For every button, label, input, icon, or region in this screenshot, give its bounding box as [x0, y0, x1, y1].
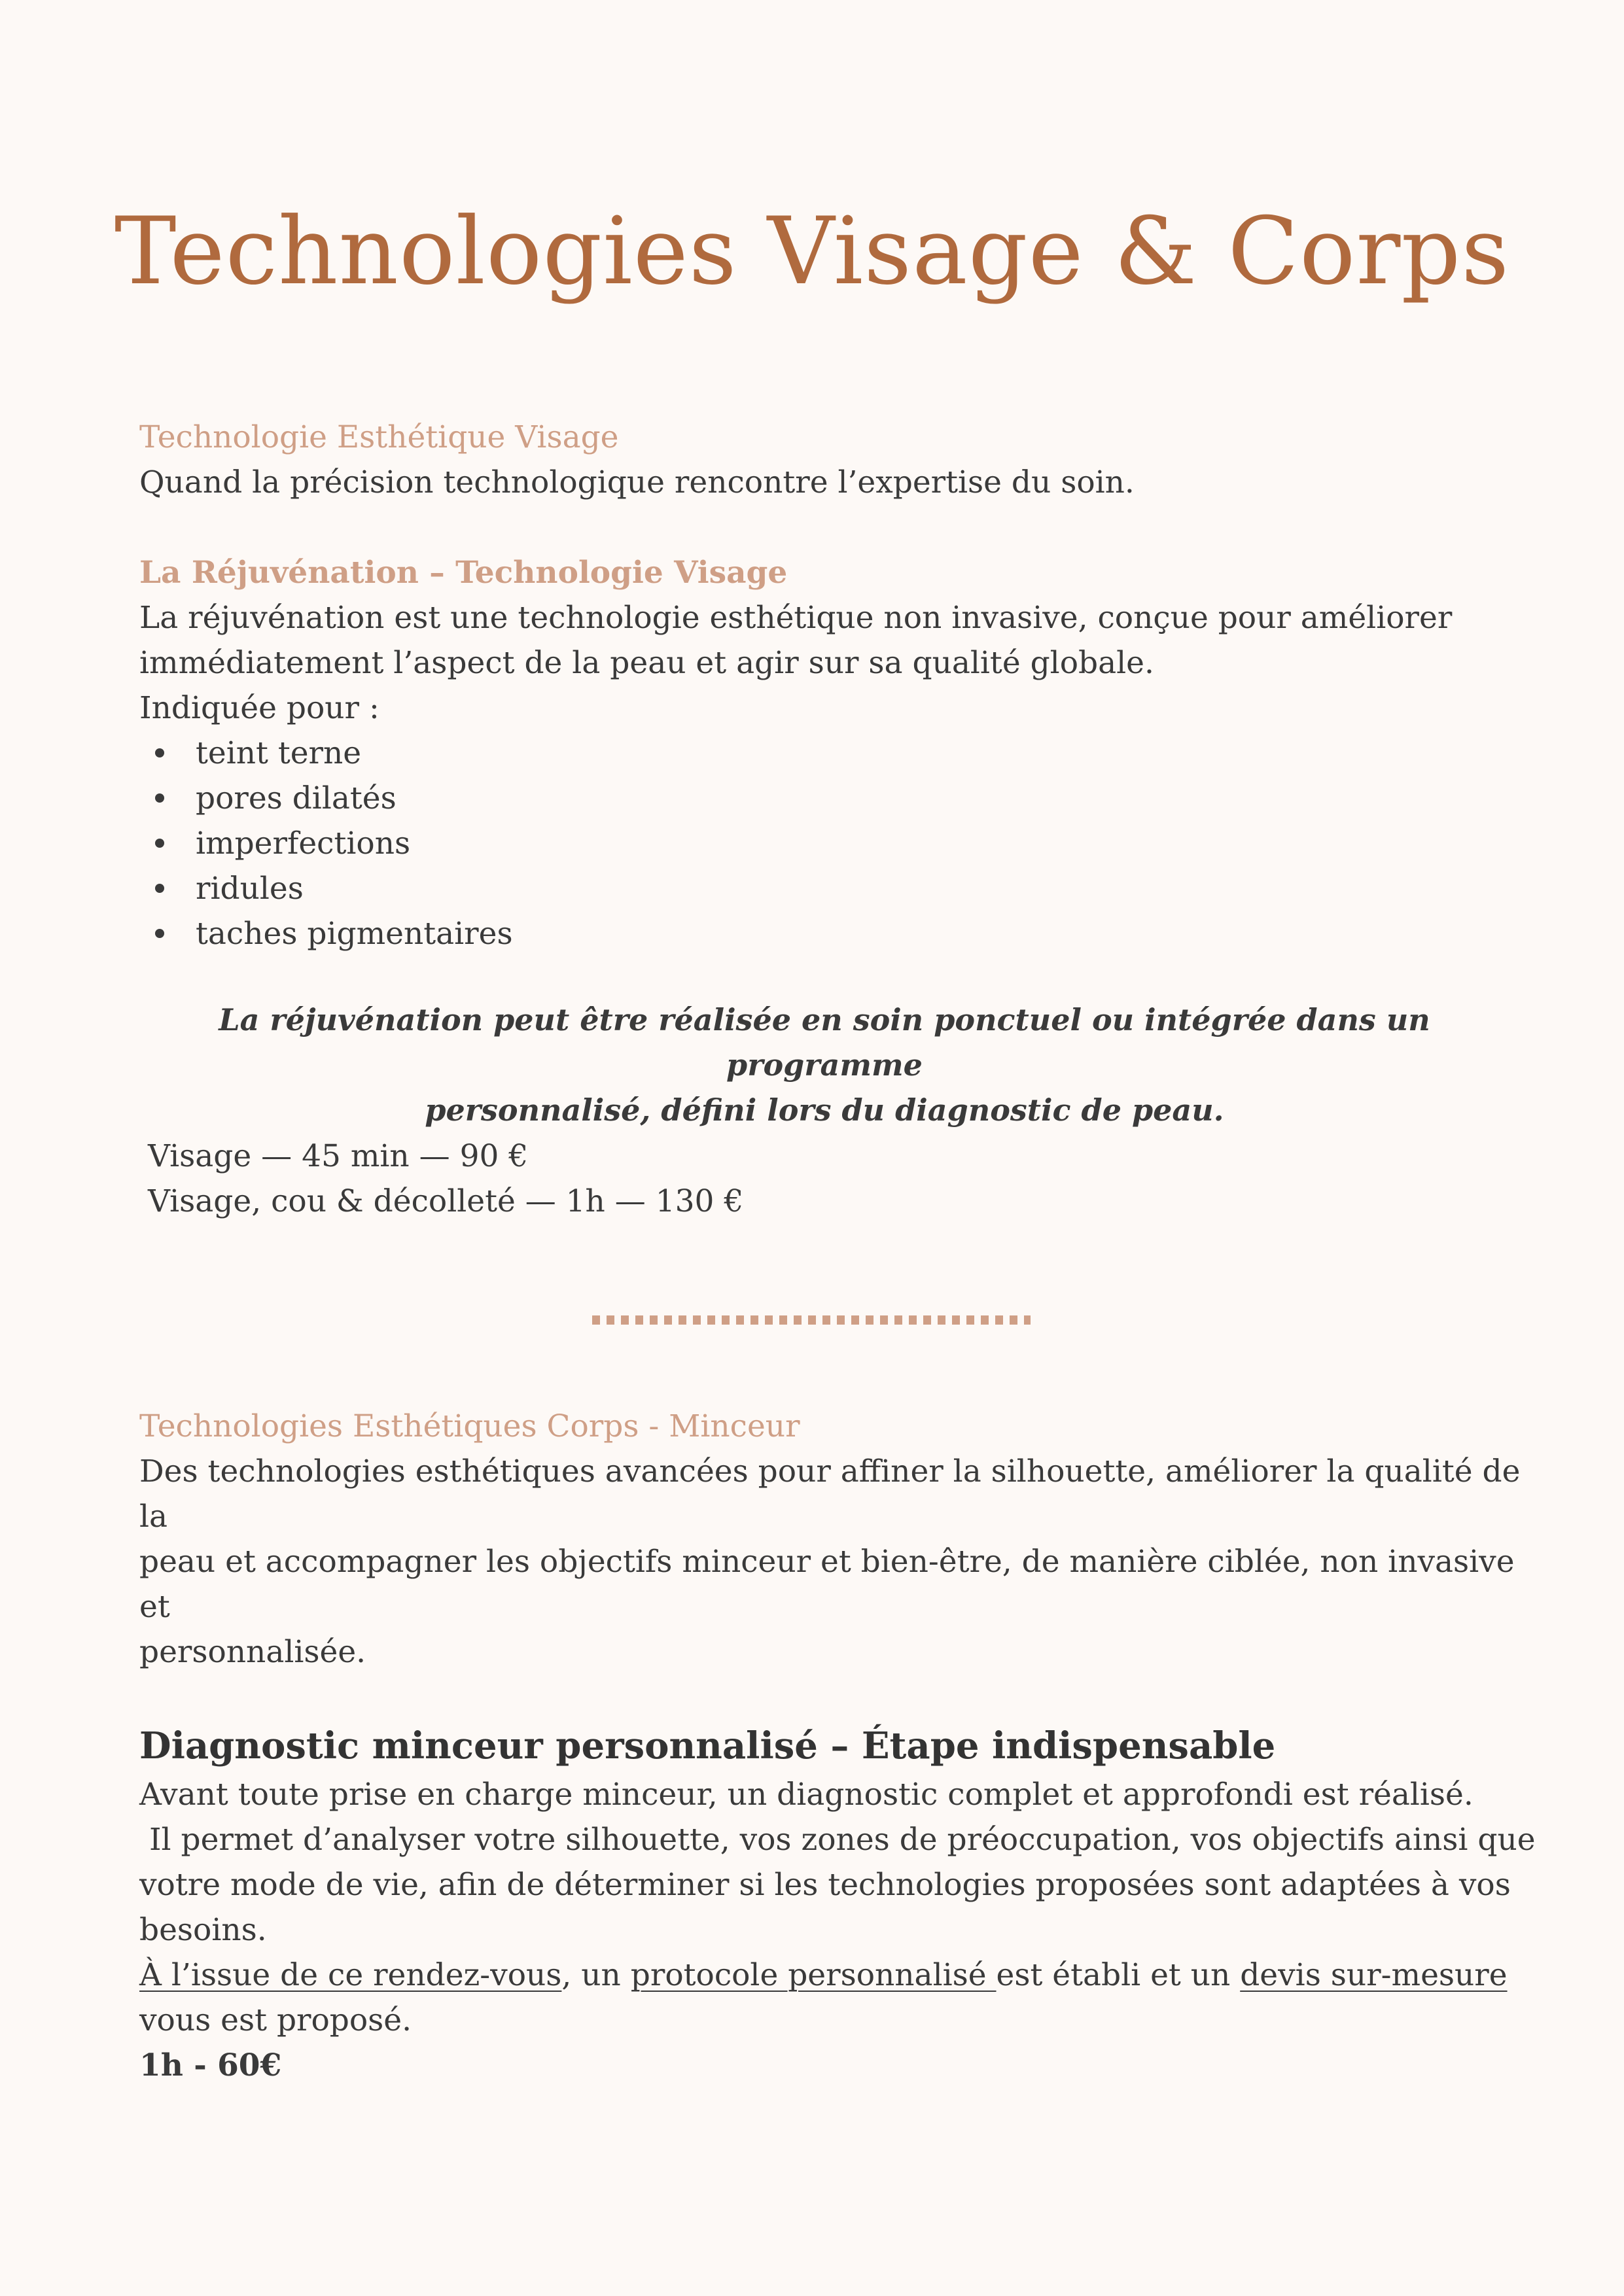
list-item	[139, 911, 1527, 956]
list-item-label: teint terne	[196, 735, 362, 771]
diagnostic-line2: Il permet d’analyser votre silhouette, vos zones de préoccupation, vos objectifs ainsi que	[139, 1822, 1536, 1858]
indications-label: Indiquée pour :	[139, 690, 380, 726]
visage-prices	[148, 1134, 743, 1224]
list-item-label: pores dilatés	[196, 780, 397, 816]
diagnostic-line5	[139, 1953, 1527, 1998]
visage-note-line1: La réjuvénation peut être réalisée en soin ponctuel ou intégrée dans un programme	[219, 1002, 1430, 1083]
visage-section	[139, 415, 1527, 956]
list-item-label: taches pigmentaires	[196, 916, 513, 952]
list-item	[139, 866, 1527, 911]
diagnostic-line3: votre mode de vie, afin de déterminer si les technologies proposées sont adaptées à vos	[139, 1867, 1511, 1903]
bullet-icon	[155, 793, 164, 803]
list-item	[139, 776, 1527, 821]
bullet-icon	[155, 748, 164, 757]
corps-desc-line1: Des technologies esthétiques avancées pour affiner la silhouette, améliorer la qualité de la	[139, 1453, 1521, 1535]
visage-eyebrow: Technologie Esthétique Visage	[139, 419, 619, 455]
corps-desc-line3: personnalisée.	[139, 1634, 366, 1670]
list-item-label: ridules	[196, 871, 304, 907]
price-visage: Visage — 45 min — 90 €	[148, 1138, 529, 1174]
visage-subhead: La Réjuvénation – Technologie Visage	[139, 555, 788, 591]
text-etabli: est établi et un	[996, 1957, 1241, 1993]
corps-desc-line2: peau et accompagner les objectifs minceur et bien-être, de manière ciblée, non invasive et	[139, 1544, 1515, 1625]
dotted-divider	[592, 1315, 1031, 1325]
visage-note-line2: personnalisé, défini lors du diagnostic de peau.	[425, 1092, 1224, 1128]
bullet-icon	[155, 884, 164, 893]
list-item-label: imperfections	[196, 826, 411, 861]
visage-note	[170, 998, 1479, 1133]
visage-tagline: Quand la précision technologique rencontre l’expertise du soin.	[139, 464, 1135, 500]
bullet-icon	[155, 929, 164, 938]
text-un: , un	[561, 1957, 631, 1993]
diagnostic-line1: Avant toute prise en charge minceur, un diagnostic complet et approfondi est réalisé.	[139, 1777, 1474, 1813]
corps-eyebrow: Technologies Esthétiques Corps - Minceur	[139, 1408, 800, 1444]
diagnostic-price: 1h - 60€	[139, 2047, 282, 2083]
devis-text: devis sur-mesure	[1240, 1957, 1508, 1993]
list-item	[139, 821, 1527, 866]
page-title: Technologies Visage & Corps	[114, 198, 1510, 305]
diagnostic-heading: Diagnostic minceur personnalisé – Étape indispensable	[139, 1724, 1276, 1767]
protocole-text: protocole personnalisé	[630, 1957, 997, 1993]
diagnostic-line4: besoins.	[139, 1912, 267, 1948]
bullet-icon	[155, 839, 164, 848]
corps-section	[139, 1404, 1536, 2088]
issue-rdv-text: À l’issue de ce rendez-vous	[139, 1957, 562, 1993]
indications-list	[139, 731, 1527, 956]
visage-desc-line1: La réjuvénation est une technologie esthétique non invasive, conçue pour améliorer	[139, 600, 1453, 636]
diagnostic-line6: vous est proposé.	[139, 2002, 412, 2038]
list-item	[139, 731, 1527, 776]
visage-desc-line2: immédiatement l’aspect de la peau et agir sur sa qualité globale.	[139, 645, 1154, 681]
price-visage-cou-decollete: Visage, cou & décolleté — 1h — 130 €	[148, 1183, 744, 1219]
